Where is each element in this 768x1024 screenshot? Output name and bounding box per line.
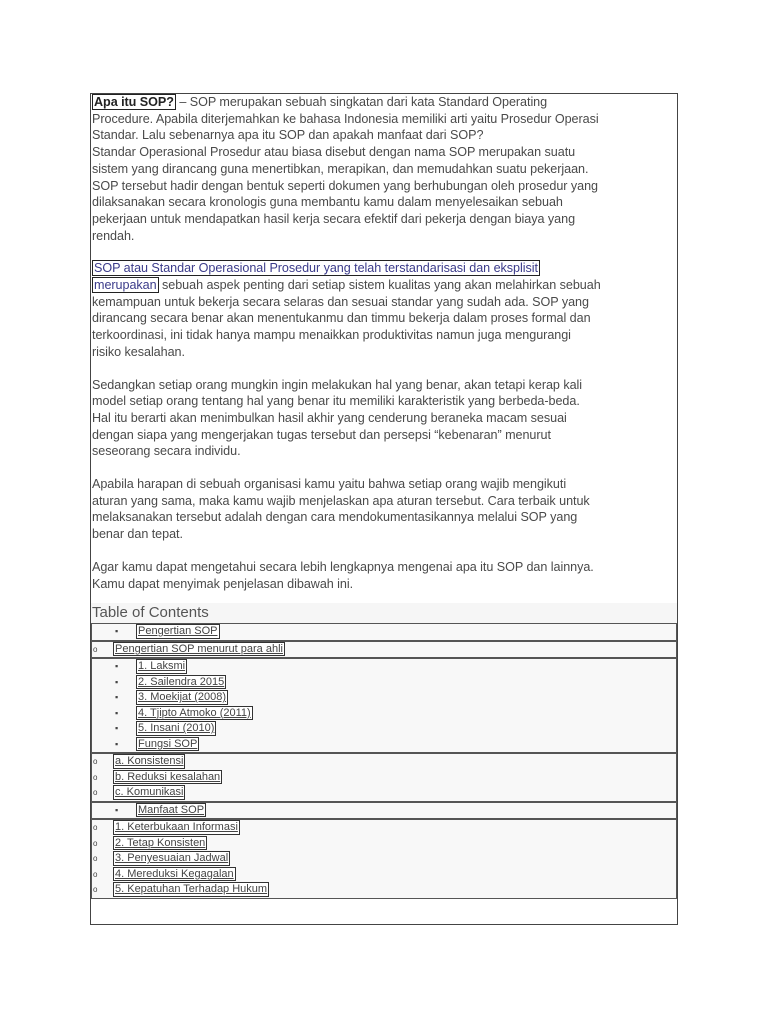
toc-item — [92, 867, 676, 883]
toc-group — [91, 641, 677, 659]
line-text: sistem yang dirancang guna menertibkan, merapikan, dan memudahkan suatu pekerjaan. — [92, 161, 589, 176]
paragraph-gap — [91, 244, 677, 260]
toc-item — [92, 721, 676, 737]
circle-bullet-icon: o — [93, 644, 98, 654]
text-line — [91, 393, 677, 410]
square-bullet-icon: ▪ — [115, 738, 119, 749]
toc-link[interactable]: 1. Keterbukaan Informasi — [115, 821, 238, 834]
text-line — [91, 443, 677, 460]
line-text: – SOP merupakan sebuah singkatan dari kata Standard Operating — [175, 95, 548, 109]
toc-link[interactable]: 3. Moekijat (2008) — [138, 691, 227, 704]
text-line — [91, 493, 677, 510]
toc-item — [92, 770, 676, 786]
toc-item — [92, 836, 676, 852]
circle-bullet-icon: o — [93, 772, 98, 782]
toc-group — [91, 802, 677, 820]
toc-link[interactable]: 2. Sailendra 2015 — [138, 675, 225, 688]
toc-title: Table of Contents — [91, 603, 677, 623]
inline-link[interactable]: merupakan — [94, 278, 157, 293]
line-text: Agar kamu dapat mengetahui secara lebih lengkapnya mengenai apa itu SOP dan lainnya. — [92, 559, 594, 574]
text-line — [91, 111, 677, 128]
toc-link[interactable]: 4. Tjipto Atmoko (2011) — [138, 706, 251, 719]
line-text: kemampuan untuk bekerja secara selaras dan sesuai standar yang sudah ada. SOP yang — [92, 294, 589, 309]
text-line — [91, 526, 677, 543]
line-text: aturan yang sama, maka kamu wajib menjelaskan apa aturan tersebut. Cara terbaik untuk — [92, 493, 590, 508]
line-text: Hal itu berarti akan menimbulkan hasil akhir yang cenderung beraneka macam sesuai — [92, 410, 567, 425]
article-body — [91, 94, 677, 592]
line-text: pekerjaan untuk mendapatkan hasil kerja secara efektif dari pekerja dengan biaya yang — [92, 211, 576, 226]
toc-group — [91, 753, 677, 802]
toc-link[interactable]: b. Reduksi kesalahan — [115, 770, 221, 783]
line-text: benar dan tepat. — [92, 527, 183, 542]
text-line — [91, 228, 677, 245]
toc-item — [92, 690, 676, 706]
toc-link[interactable]: 2. Tetap Konsisten — [115, 836, 206, 849]
toc-item — [92, 706, 676, 722]
text-line — [91, 327, 677, 344]
circle-bullet-icon: o — [93, 823, 98, 833]
text-line — [91, 344, 677, 361]
line-text: dilaksanakan secara kronologis guna membantu kamu dalam menyelesaikan sebuah — [92, 195, 563, 210]
text-line — [91, 144, 677, 161]
toc-link[interactable]: 5. Insani (2010) — [138, 722, 215, 735]
line-text: terkoordinasi, ini tidak hanya mampu menaikkan produktivitas namun juga mengurangi — [92, 328, 571, 343]
toc-item — [92, 754, 676, 770]
toc-group — [91, 623, 677, 641]
toc-item — [92, 675, 676, 691]
square-bullet-icon: ▪ — [115, 676, 119, 687]
toc-link[interactable]: 1. Laksmi — [138, 660, 186, 673]
line-text: Kamu dapat menyimak penjelasan dibawah ini. — [92, 576, 354, 591]
circle-bullet-icon: o — [93, 788, 98, 798]
line-text: seseorang secara individu. — [92, 444, 241, 459]
toc-link[interactable]: 5. Kepatuhan Terhadap Hukum — [115, 883, 268, 896]
paragraph-gap — [91, 361, 677, 377]
circle-bullet-icon: o — [93, 869, 98, 879]
toc-link[interactable]: 3. Penyesuaian Jadwal — [115, 852, 229, 865]
line-text: Procedure. Apabila diterjemahkan ke bahasa Indonesia memiliki arti yaitu Prosedur Operasi — [92, 111, 599, 126]
inline-link[interactable]: SOP atau Standar Operasional Prosedur yang telah terstandarisasi dan eksplisit — [94, 261, 538, 276]
heading-link-apa-itu-sop[interactable]: Apa itu SOP? — [94, 95, 174, 109]
line-text: Standar Operasional Prosedur atau biasa disebut dengan nama SOP merupakan suatu — [92, 145, 576, 160]
text-line — [91, 377, 677, 394]
square-bullet-icon: ▪ — [115, 692, 119, 703]
circle-bullet-icon: o — [93, 838, 98, 848]
toc-item — [92, 820, 676, 836]
text-line — [91, 94, 677, 111]
line-text: dengan siapa yang mengerjakan tugas tersebut dan persepsi “kebenaran” menurut — [92, 427, 551, 442]
text-line — [91, 410, 677, 427]
toc-item — [92, 642, 676, 658]
text-line — [91, 476, 677, 493]
toc-link[interactable]: a. Konsistensi — [115, 755, 184, 768]
toc-item — [92, 785, 676, 801]
circle-bullet-icon: o — [93, 854, 98, 864]
toc-link[interactable]: c. Komunikasi — [115, 786, 184, 799]
text-line — [91, 277, 677, 294]
line-text: Sedangkan setiap orang mungkin ingin melakukan hal yang benar, akan tetapi kerap kali — [92, 377, 583, 392]
line-text: dirancang secara benar akan menentukanmu dan timmu bekerja dalam proses formal dan — [92, 311, 591, 326]
toc-item — [92, 882, 676, 898]
square-bullet-icon: ▪ — [115, 661, 119, 672]
line-text: Standar. Lalu sebenarnya apa itu SOP dan apakah manfaat dari SOP? — [92, 128, 484, 143]
text-line — [91, 211, 677, 228]
toc-item — [92, 659, 676, 675]
text-line — [91, 509, 677, 526]
square-bullet-icon: ▪ — [115, 723, 119, 734]
text-line — [91, 427, 677, 444]
text-line — [91, 559, 677, 576]
toc-group — [91, 819, 677, 899]
line-text: melaksanakan tersebut adalah dengan cara mendokumentasikannya melalui SOP yang — [92, 510, 578, 525]
text-line — [91, 310, 677, 327]
toc-item — [92, 803, 676, 819]
square-bullet-icon: ▪ — [115, 707, 119, 718]
line-text: risiko kesalahan. — [92, 344, 185, 359]
toc-item — [92, 737, 676, 753]
text-line — [91, 127, 677, 144]
text-line — [91, 576, 677, 593]
line-text: SOP tersebut hadir dengan bentuk seperti dokumen yang berhubungan oleh prosedur yang — [92, 178, 598, 193]
toc-link[interactable]: 4. Mereduksi Kegagalan — [115, 867, 234, 880]
toc-link[interactable]: Pengertian SOP menurut para ahli — [115, 642, 283, 655]
toc-item — [92, 624, 676, 640]
toc-group — [91, 658, 677, 753]
line-text: model setiap orang tentang hal yang benar itu memiliki karakteristik yang berbeda-beda. — [92, 394, 580, 409]
text-line — [91, 194, 677, 211]
toc-item — [92, 851, 676, 867]
toc-link[interactable]: Fungsi SOP — [138, 737, 198, 750]
line-text: sebuah aspek penting dari setiap sistem kualitas yang akan melahirkan sebuah — [158, 278, 601, 293]
text-line — [91, 178, 677, 195]
toc-link[interactable]: Manfaat SOP — [138, 803, 205, 816]
square-bullet-icon: ▪ — [115, 626, 119, 637]
document-frame — [90, 93, 678, 925]
paragraph-gap — [91, 460, 677, 476]
paragraph-gap — [91, 543, 677, 559]
text-line — [91, 260, 677, 277]
line-text: rendah. — [92, 228, 135, 243]
toc-link[interactable]: Pengertian SOP — [138, 625, 218, 638]
circle-bullet-icon: o — [93, 757, 98, 767]
table-of-contents — [91, 623, 677, 899]
line-text: Apabila harapan di sebuah organisasi kamu yaitu bahwa setiap orang wajib mengikuti — [92, 477, 567, 492]
text-line — [91, 294, 677, 311]
square-bullet-icon: ▪ — [115, 804, 119, 815]
circle-bullet-icon: o — [93, 885, 98, 895]
text-line — [91, 161, 677, 178]
